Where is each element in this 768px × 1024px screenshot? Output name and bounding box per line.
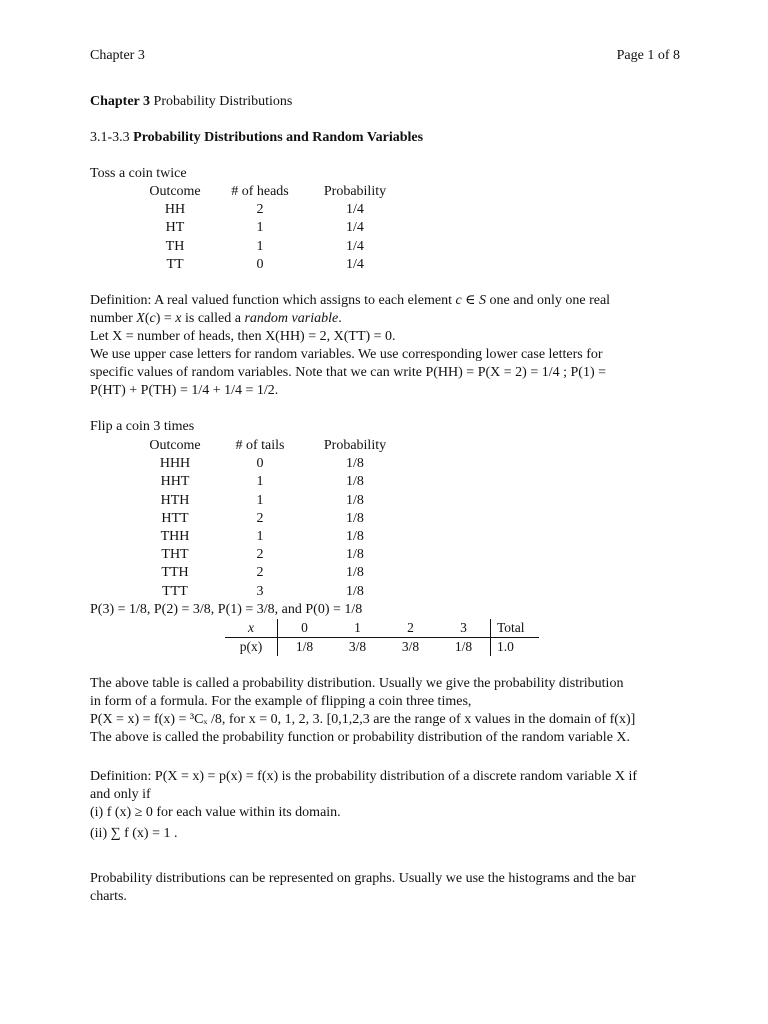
table-cell: THH xyxy=(160,528,190,544)
intro-line: Toss a coin twice xyxy=(90,166,187,181)
definition-line: Let X = number of heads, then X(HH) = 2, X(TT) = 0. xyxy=(90,329,396,344)
graphs-paragraph xyxy=(90,870,680,906)
pd-x-label: x xyxy=(248,620,254,635)
table-cell: 2 xyxy=(256,510,264,526)
table-row xyxy=(135,583,405,601)
table-cell: 2 xyxy=(256,547,264,563)
table-header-row xyxy=(135,437,405,455)
table-cell: 0 xyxy=(256,456,264,472)
table-cell: HHH xyxy=(159,456,191,472)
math-c-in-s: c ∈ S xyxy=(455,293,487,308)
table-cell: 2 xyxy=(256,202,264,218)
table-row xyxy=(135,564,405,582)
table-cell: 1/4 xyxy=(346,256,364,272)
table-row xyxy=(135,238,405,256)
section-number: 3.1-3.3 xyxy=(90,130,134,145)
paragraph-line: Probability distributions can be represented on graphs. Usually we use the histograms and the bar xyxy=(90,871,636,886)
chapter-title-bold: Chapter 3 xyxy=(90,94,151,109)
pd-p-value: 1/8 xyxy=(437,638,491,657)
pd-p-value: 3/8 xyxy=(384,638,437,657)
condition-item: (i) f (x) ≥ 0 for each value within its domain. xyxy=(90,805,341,820)
table-cell: 1 xyxy=(256,238,264,254)
table-cell: 1 xyxy=(256,474,264,490)
table-cell: HT xyxy=(165,220,185,236)
section-title-bold: Probability Distributions and Random Variables xyxy=(133,130,424,145)
table-row xyxy=(135,528,405,546)
table-cell: TTH xyxy=(161,565,189,581)
table-cell: 1/8 xyxy=(346,456,364,472)
pd-x-row xyxy=(225,619,539,638)
paragraph-line: and only if xyxy=(90,787,151,802)
table-row xyxy=(135,510,405,528)
table-header: Probability xyxy=(323,184,387,199)
math-span: x xyxy=(175,311,182,326)
definition-line: We use upper case letters for random variables. We use corresponding lower case letters for xyxy=(90,347,603,362)
condition-item: (ii) ∑ f (x) = 1 . xyxy=(90,826,178,841)
table-cell: 1/8 xyxy=(346,510,364,526)
table-cell: HTH xyxy=(160,492,190,508)
table-cell: 3 xyxy=(256,583,264,599)
two-toss-table xyxy=(135,183,405,274)
table-header: Probability xyxy=(323,438,387,453)
pd-x-value: 1 xyxy=(354,620,361,635)
table-cell: 1/8 xyxy=(346,474,364,490)
section-title xyxy=(90,129,423,147)
pd-p-row xyxy=(225,638,539,657)
table-row xyxy=(135,256,405,274)
definition-line: P(HT) + P(TH) = 1/4 + 1/4 = 1/2. xyxy=(90,383,279,398)
pd-p-value: 1/8 xyxy=(278,638,332,657)
definition-random-variable xyxy=(90,292,680,400)
table-header: # of heads xyxy=(231,184,289,199)
table-row xyxy=(135,546,405,564)
table-cell: THT xyxy=(161,547,189,563)
table-cell: 1/8 xyxy=(346,565,364,581)
paragraph-line: Definition: P(X = x) = p(x) = f(x) is the probability distribution of a discrete random variable X if xyxy=(90,769,638,784)
probability-values-line: P(3) = 1/8, P(2) = 3/8, P(1) = 3/8, and P(0) = 1/8 xyxy=(90,602,363,617)
math-span: X xyxy=(136,311,145,326)
table-row xyxy=(135,492,405,510)
table-cell: 1 xyxy=(256,492,264,508)
term-random-variable: random variable xyxy=(244,311,339,326)
table-cell: 0 xyxy=(256,256,264,272)
text-span: number xyxy=(90,311,137,326)
paragraph-line: in form of a formula. For the example of flipping a coin three times, xyxy=(90,694,472,709)
table-cell: HH xyxy=(164,202,186,218)
math-span: c xyxy=(149,311,156,326)
pd-p-label: p(x) xyxy=(225,638,278,657)
table-cell: 1/8 xyxy=(346,547,364,563)
table-row xyxy=(135,219,405,237)
table-cell: HHT xyxy=(160,474,190,490)
paragraph-line: charts. xyxy=(90,889,127,904)
pd-x-value: 3 xyxy=(460,620,467,635)
chapter-title-rest: Probability Distributions xyxy=(150,94,293,109)
table-cell: 2 xyxy=(256,565,264,581)
table-cell: 1/4 xyxy=(346,220,364,236)
table-cell: 1/4 xyxy=(346,202,364,218)
table-header: # of tails xyxy=(235,438,285,453)
table-cell: TTT xyxy=(162,583,188,599)
definition-line: specific values of random variables. Note that we can write P(HH) = P(X = 2) = 1/4 ; P(1) = xyxy=(90,365,607,380)
table-row xyxy=(135,473,405,491)
table-cell: TH xyxy=(165,238,185,254)
header-chapter: Chapter 3 xyxy=(90,48,145,63)
table-header-row xyxy=(135,183,405,201)
flip-line: Flip a coin 3 times xyxy=(90,419,195,434)
pd-p-value: 3/8 xyxy=(331,638,384,657)
definition-probability-distribution xyxy=(90,768,680,843)
text-span: Definition: A real valued function which assigns to each element xyxy=(90,293,456,308)
distribution-explanation xyxy=(90,675,680,747)
table-cell: 1/8 xyxy=(346,492,364,508)
table-cell: 1/8 xyxy=(346,528,364,544)
text-span: ) = xyxy=(155,311,176,326)
table-cell: 1 xyxy=(256,528,264,544)
paragraph-line: P(X = x) = f(x) = ³Cₓ /8, for x = 0, 1, 2, 3. [0,1,2,3 are the range of x values in the domain of f(x)] xyxy=(90,712,636,727)
table-cell: 1/4 xyxy=(346,238,364,254)
text-span: ( xyxy=(144,311,150,326)
table-row xyxy=(135,455,405,473)
pd-total-label: Total xyxy=(491,619,540,638)
text-span: one and only one real xyxy=(486,293,611,308)
pd-x-value: 0 xyxy=(278,619,332,638)
table-header: Outcome xyxy=(149,184,201,199)
definition-line xyxy=(90,292,680,310)
pd-total-value: 1.0 xyxy=(491,638,540,657)
table-header: Outcome xyxy=(149,438,201,453)
table-cell: 1 xyxy=(256,220,264,236)
text-span: is called a xyxy=(181,311,245,326)
header-page-number: Page 1 of 8 xyxy=(616,48,680,63)
paragraph-line: The above is called the probability function or probability distribution of the random variable X. xyxy=(90,730,631,745)
document-page xyxy=(90,0,680,1024)
table-cell: TT xyxy=(166,256,184,272)
definition-line xyxy=(90,310,680,328)
paragraph-line: The above table is called a probability distribution. Usually we give the probability distribution xyxy=(90,676,624,691)
table-cell: HTT xyxy=(161,510,189,526)
chapter-title xyxy=(90,93,292,111)
table-row xyxy=(135,201,405,219)
probability-distribution-table xyxy=(225,619,539,656)
text-span: . xyxy=(338,311,342,326)
table-cell: 1/8 xyxy=(346,583,364,599)
pd-x-value: 2 xyxy=(407,620,414,635)
three-flip-table xyxy=(135,437,405,601)
